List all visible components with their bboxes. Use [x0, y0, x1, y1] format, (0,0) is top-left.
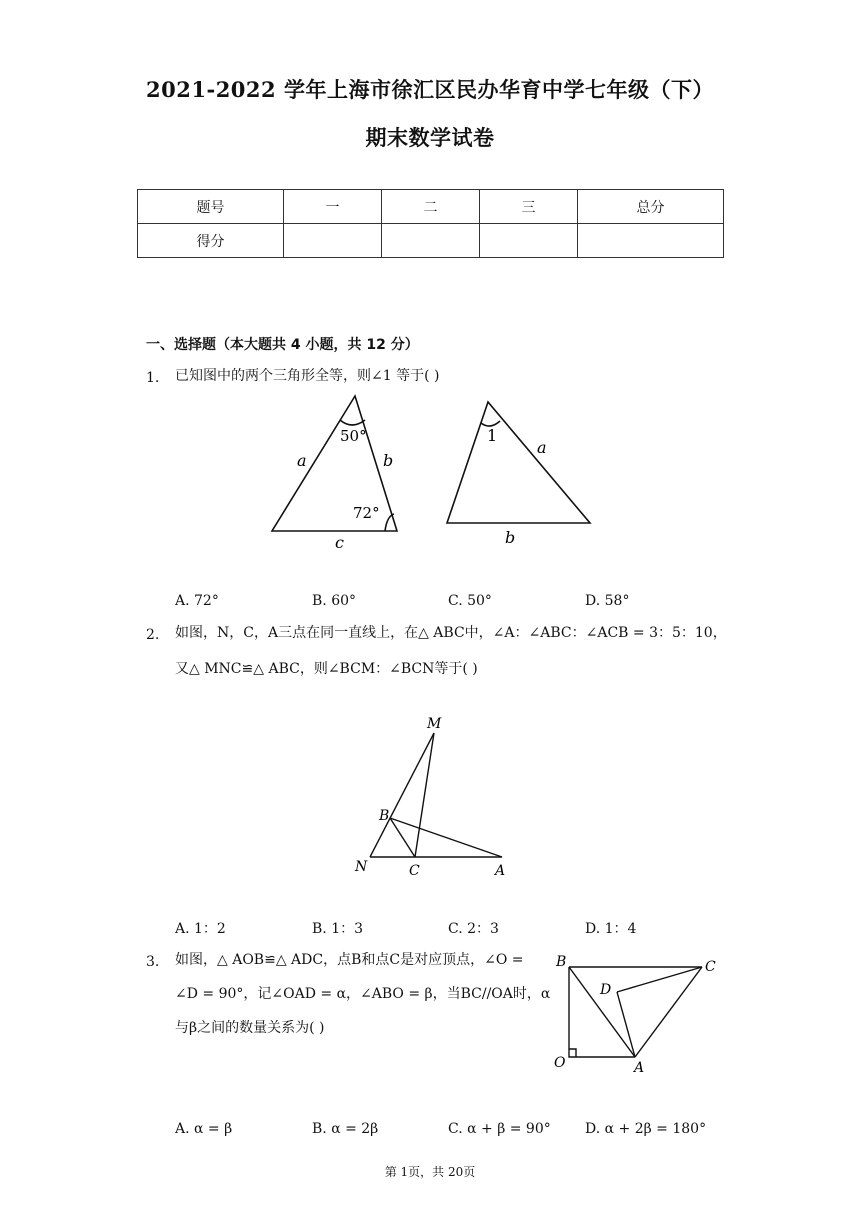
score-cell: 三 [480, 190, 578, 224]
question-text-line1: 如图，△ AOB≌△ ADC，点B和点C是对应顶点，∠O = [175, 952, 524, 968]
score-cell: 得分 [138, 224, 284, 258]
label-point-A: A [495, 863, 506, 879]
score-input-cell [284, 224, 382, 258]
question-text-line1: 如图，N，C，A三点在同一直线上，在△ ABC中，∠A：∠ABC：∠ACB = 3：5：10， [175, 625, 727, 641]
option-b[interactable]: B. 1：3 [312, 921, 364, 937]
score-cell: 一 [284, 190, 382, 224]
option-d[interactable]: D. 58° [585, 593, 630, 609]
label-side-a: a [537, 438, 547, 457]
score-table [137, 189, 724, 258]
option-c[interactable]: C. 2：3 [448, 921, 499, 937]
question-text-line2: 又△ MNC≌△ ABC，则∠BCM：∠BCN等于( ) [175, 661, 478, 677]
score-table-score-row [138, 224, 724, 258]
label-side-b: b [505, 528, 516, 547]
label-point-N: N [355, 859, 368, 875]
label-point-A: A [634, 1060, 645, 1076]
label-point-C: C [409, 863, 420, 879]
option-c[interactable]: C. α + β = 90° [448, 1121, 551, 1137]
question-2-figure [345, 710, 525, 880]
option-c[interactable]: C. 50° [448, 593, 492, 609]
option-a[interactable]: A. 1：2 [175, 921, 226, 937]
score-input-cell [480, 224, 578, 258]
option-a[interactable]: A. α = β [175, 1121, 233, 1137]
label-point-D: D [600, 982, 612, 998]
score-table-header-row [138, 190, 724, 224]
question-3-figure [550, 950, 730, 1080]
label-72-degree: 72° [353, 504, 380, 522]
label-point-O: O [554, 1055, 566, 1071]
label-point-B: B [379, 808, 390, 824]
option-a[interactable]: A. 72° [175, 593, 219, 609]
label-50-degree: 50° [340, 427, 367, 445]
label-side-b: b [383, 451, 394, 470]
option-b[interactable]: B. 60° [312, 593, 357, 609]
score-cell: 题号 [138, 190, 284, 224]
score-input-cell [578, 224, 724, 258]
exam-title-line1: 2021-2022 学年上海市徐汇区民办华育中学七年级（下） [146, 77, 714, 102]
score-cell: 二 [382, 190, 480, 224]
question-1-figure [260, 390, 610, 555]
label-point-M: M [427, 716, 442, 732]
option-d[interactable]: D. α + 2β = 180° [585, 1121, 707, 1137]
question-number: 3. [146, 954, 160, 970]
option-d[interactable]: D. 1：4 [585, 921, 637, 937]
triangle-2 [447, 402, 590, 523]
label-side-a: a [297, 451, 307, 470]
section-heading: 一、选择题（本大题共 4 小题，共 12 分） [146, 337, 419, 353]
question-number: 2. [146, 627, 160, 643]
page-number: 第 1页，共 20页 [384, 1165, 476, 1179]
label-point-B: B [556, 954, 567, 970]
label-point-C: C [705, 959, 716, 975]
question-number: 1. [146, 370, 160, 386]
question-text-line2: ∠D = 90°，记∠OAD = α，∠ABO = β，当BC//OA时，α [175, 986, 551, 1002]
exam-title-line2: 期末数学试卷 [365, 125, 495, 150]
option-b[interactable]: B. α = 2β [312, 1121, 379, 1137]
question-text-line3: 与β之间的数量关系为( ) [175, 1020, 325, 1036]
label-side-c: c [335, 533, 344, 552]
score-input-cell [382, 224, 480, 258]
label-angle-1: 1 [487, 426, 498, 445]
score-cell: 总分 [578, 190, 724, 224]
question-text: 已知图中的两个三角形全等，则∠1 等于( ) [175, 368, 440, 384]
angle-arc-50 [340, 420, 365, 425]
